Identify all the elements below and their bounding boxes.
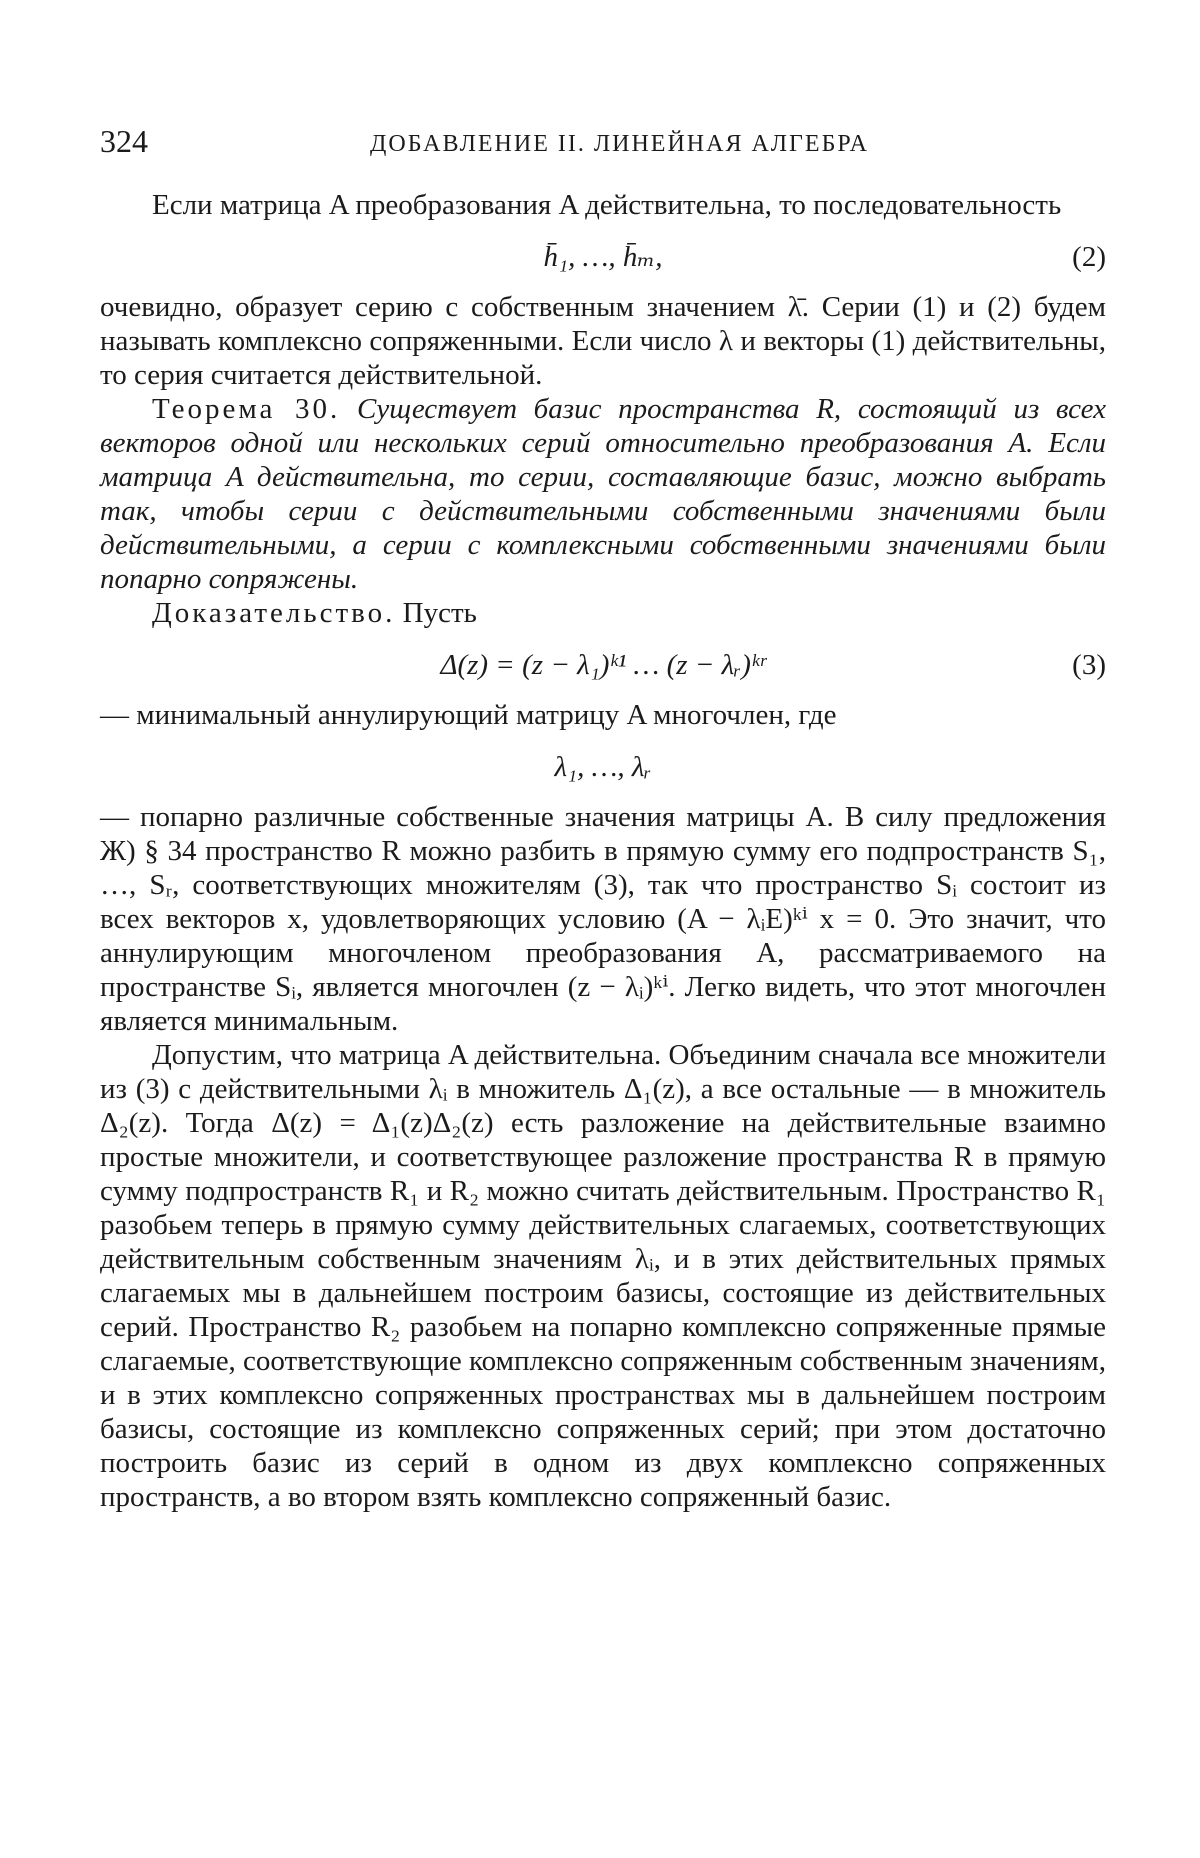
running-title: ДОБАВЛЕНИЕ II. ЛИНЕЙНАЯ АЛГЕБРА [370, 131, 869, 157]
page-number: 324 [100, 123, 148, 159]
theorem-30 [100, 392, 1106, 596]
formula-2-expression: h̄₁, …, h̄ₘ, [543, 241, 663, 273]
formula-3 [100, 630, 1106, 698]
theorem-text: Существует базис пространства R, состоящий из всех векторов одной или нескольких серий относительно преобразования A. Если матрица A действительна, то серии, составляющие базис, можно выбрать так, чтобы серии с действительными собственными значениями были действительными, а серии с комплексными собственными значениями были попарно сопряжены. [100, 393, 1106, 595]
proof-start: Пусть [402, 597, 477, 629]
paragraph-5: Допустим, что матрица A действительна. Объединим сначала все множители из (3) с действительными λᵢ в множитель Δ₁(z), а все остальные — в множитель Δ₂(z). Тогда Δ(z) = Δ₁(z)Δ₂(z) есть разложение на действительные взаимно простые множители, и соответствующее разложение пространства R в прямую сумму подпространств R₁ и R₂ можно считать действительным. Пространство R₁ разобьем теперь в прямую сумму действительных слагаемых, соответствующих действительным собственным значениям λᵢ, и в этих действительных прямых слагаемых мы в дальнейшем построим базисы, состоящие из действительных серий. Пространство R₂ разобьем на попарно комплексно сопряженные прямые слагаемые, соответствующие комплексно сопряженным собственным значениям, и в этих комплексно сопряженных пространствах мы в дальнейшем построим базисы, состоящие из комплексно сопряженных серий; при этом достаточно построить базис из серий в одном из двух комплексно сопряженных пространств, а во втором взять комплексно сопряженный базис. [100, 1039, 1107, 1513]
proof-intro [100, 596, 1106, 630]
paragraph-3: — минимальный аннулирующий матрицу A многочлен, где [100, 699, 837, 731]
paragraph-4: — попарно различные собственные значения матрицы A. В силу предложения Ж) § 34 пространство R можно разбить в прямую сумму его подпространств S₁, …, Sᵣ, соответствующих множителям (3), так что пространство Sᵢ состоит из всех векторов x, удовлетворяющих условию (A − λᵢE)ᵏⁱ x = 0. Это значит, что аннулирующим многочленом преобразования A, рассматриваемого на пространстве Sᵢ, является многочлен (z − λᵢ)ᵏⁱ. Легко видеть, что этот многочлен является минимальным. [100, 801, 1106, 1037]
proof-label: Доказательство. [152, 597, 396, 629]
formula-2 [100, 222, 1106, 290]
formula-4-expression: λ₁, …, λᵣ [554, 751, 652, 783]
formula-2-number: (2) [1072, 241, 1106, 273]
paragraph-1: Если матрица A преобразования A действительна, то последовательность [152, 189, 1062, 221]
page-body [100, 188, 1106, 1514]
formula-3-number: (3) [1072, 649, 1106, 681]
page-header [100, 123, 1110, 167]
formula-4 [100, 732, 1106, 800]
theorem-label: Теорема 30. [152, 393, 341, 425]
paragraph-2: очевидно, образует серию с собственным значением λ̄. Серии (1) и (2) будем называть комплексно сопряженными. Если число λ и векторы (1) действительны, то серия считается действительной. [100, 291, 1106, 391]
formula-3-expression: Δ(z) = (z − λ₁)ᵏ¹ … (z − λᵣ)ᵏʳ [440, 649, 766, 681]
